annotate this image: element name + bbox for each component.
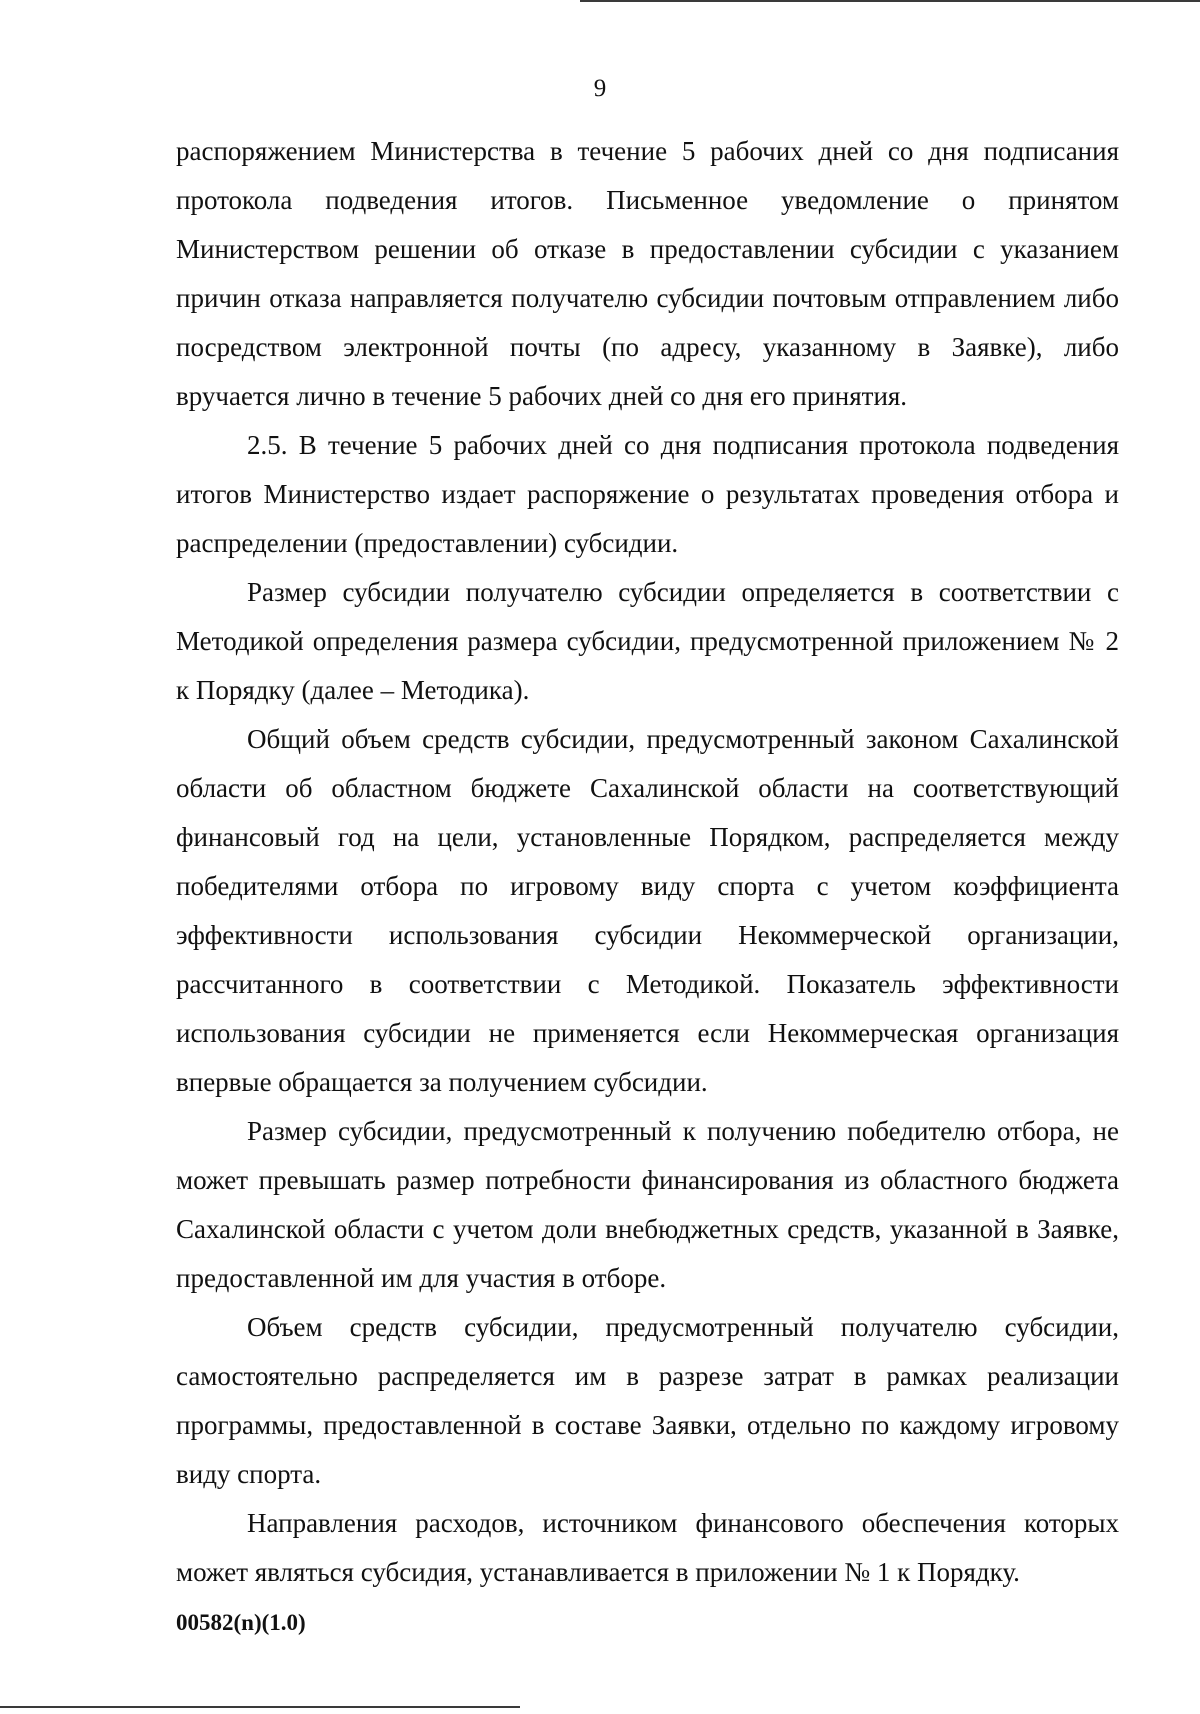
page-number: 9 (593, 75, 607, 102)
scan-border-top (580, 0, 1200, 2)
scan-border-bottom (0, 1706, 520, 1708)
paragraph-subsidy-limit: Размер субсидии, предусмотренный к получению победителю отбора, не может превышать размер потребности финансирования из областного бюджета Сахалинской области с учетом доли внебюджетных средств, указанной в Заявке, предоставленной им для участия в отборе. (176, 1116, 1119, 1293)
document-body (176, 127, 1119, 1597)
paragraph-expense-directions: Направления расходов, источником финансового обеспечения которых может являться субсидия, устанавливается в приложении № 1 к Порядку. (176, 1508, 1119, 1587)
paragraph-clause-2-5: 2.5. В течение 5 рабочих дней со дня подписания протокола подведения итогов Министерство издает распоряжение о результатах проведения отбора и распределении (предоставлении) субсидии. (176, 430, 1119, 558)
paragraph-subsidy-size: Размер субсидии получателю субсидии определяется в соответствии с Методикой определения размера субсидии, предусмотренной приложением № 2 к Порядку (далее – Методика). (176, 577, 1119, 705)
document-code: 00582(n)(1.0) (176, 1610, 306, 1635)
paragraph-distribution: Объем средств субсидии, предусмотренный получателю субсидии, самостоятельно распределяется им в разрезе затрат в рамках реализации программы, предоставленной в составе Заявки, отдельно по каждому игровому виду спорта. (176, 1312, 1119, 1489)
paragraph-total-volume: Общий объем средств субсидии, предусмотренный законом Сахалинской области об областном бюджете Сахалинской области на соответствующий финансовый год на цели, установленные Порядком, распределяется между победителями отбора по игровому виду спорта с учетом коэффициента эффективности использования субсидии Некоммерческой организации, рассчитанного в соответствии с Методикой. Показатель эффективности использования субсидии не применяется если Некоммерческая организация впервые обращается за получением субсидии. (176, 724, 1119, 1097)
paragraph-continuation: распоряжением Министерства в течение 5 рабочих дней со дня подписания протокола подведения итогов. Письменное уведомление о принятом Министерством решении об отказе в предоставлении субсидии с указанием причин отказа направляется получателю субсидии почтовым отправлением либо посредством электронной почты (по адресу, указанному в Заявке), либо вручается лично в течение 5 рабочих дней со дня его принятия. (176, 136, 1119, 411)
